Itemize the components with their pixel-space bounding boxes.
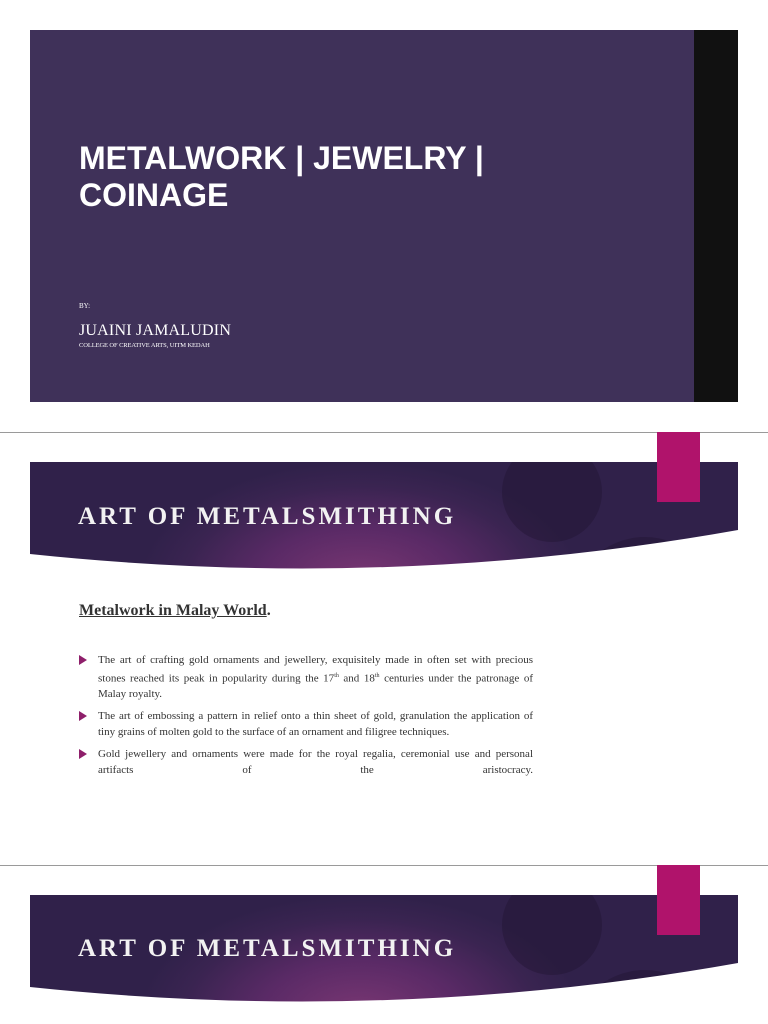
subheading bbox=[79, 602, 271, 620]
author-name: JUAINI JAMALUDIN bbox=[79, 322, 232, 339]
bullet-text: The art of crafting gold ornaments and jewellery, exquisitely made in often set with precious stones reached its peak in popularity during the 17 bbox=[98, 654, 533, 685]
list-item bbox=[79, 709, 533, 740]
institution: COLLEGE OF CREATIVE ARTS, UITM KEDAH bbox=[79, 342, 210, 349]
page-divider bbox=[0, 865, 768, 866]
by-label: BY: bbox=[79, 302, 91, 310]
bullet-text: Gold jewellery and ornaments were made for the royal regalia, ceremonial use and personal artifacts of the aristocracy. bbox=[98, 748, 533, 776]
title-slide bbox=[30, 30, 738, 402]
banner-title: ART OF METALSMITHING bbox=[78, 503, 457, 530]
slide-title: METALWORK | JEWELRY | COINAGE bbox=[79, 140, 484, 213]
bullet-list bbox=[79, 653, 533, 785]
bullet-arrow-icon bbox=[79, 749, 87, 759]
subheading-suffix: . bbox=[266, 602, 271, 619]
slide2-banner bbox=[30, 462, 738, 577]
list-item bbox=[79, 653, 533, 702]
side-bar bbox=[694, 30, 738, 402]
bullet-text: centuries under the patronage of Malay royalty. bbox=[98, 672, 534, 700]
subheading-text: Metalwork in Malay World bbox=[79, 602, 267, 619]
banner-title: ART OF METALSMITHING bbox=[78, 935, 457, 962]
slide3-banner bbox=[30, 895, 738, 1010]
accent-tab bbox=[657, 865, 700, 935]
bullet-arrow-icon bbox=[79, 711, 87, 721]
accent-tab bbox=[657, 432, 700, 502]
ordinal-suffix: th bbox=[374, 672, 380, 679]
bullet-text: The art of embossing a pattern in relief onto a thin sheet of gold, granulation the application of tiny grains of molten gold to the surface of an ornament and filigree techniques. bbox=[98, 710, 533, 738]
page-divider bbox=[0, 432, 768, 433]
bullet-text: and 18 bbox=[338, 672, 375, 685]
ordinal-suffix: th bbox=[334, 672, 339, 679]
list-item bbox=[79, 747, 533, 778]
bullet-arrow-icon bbox=[79, 655, 87, 665]
